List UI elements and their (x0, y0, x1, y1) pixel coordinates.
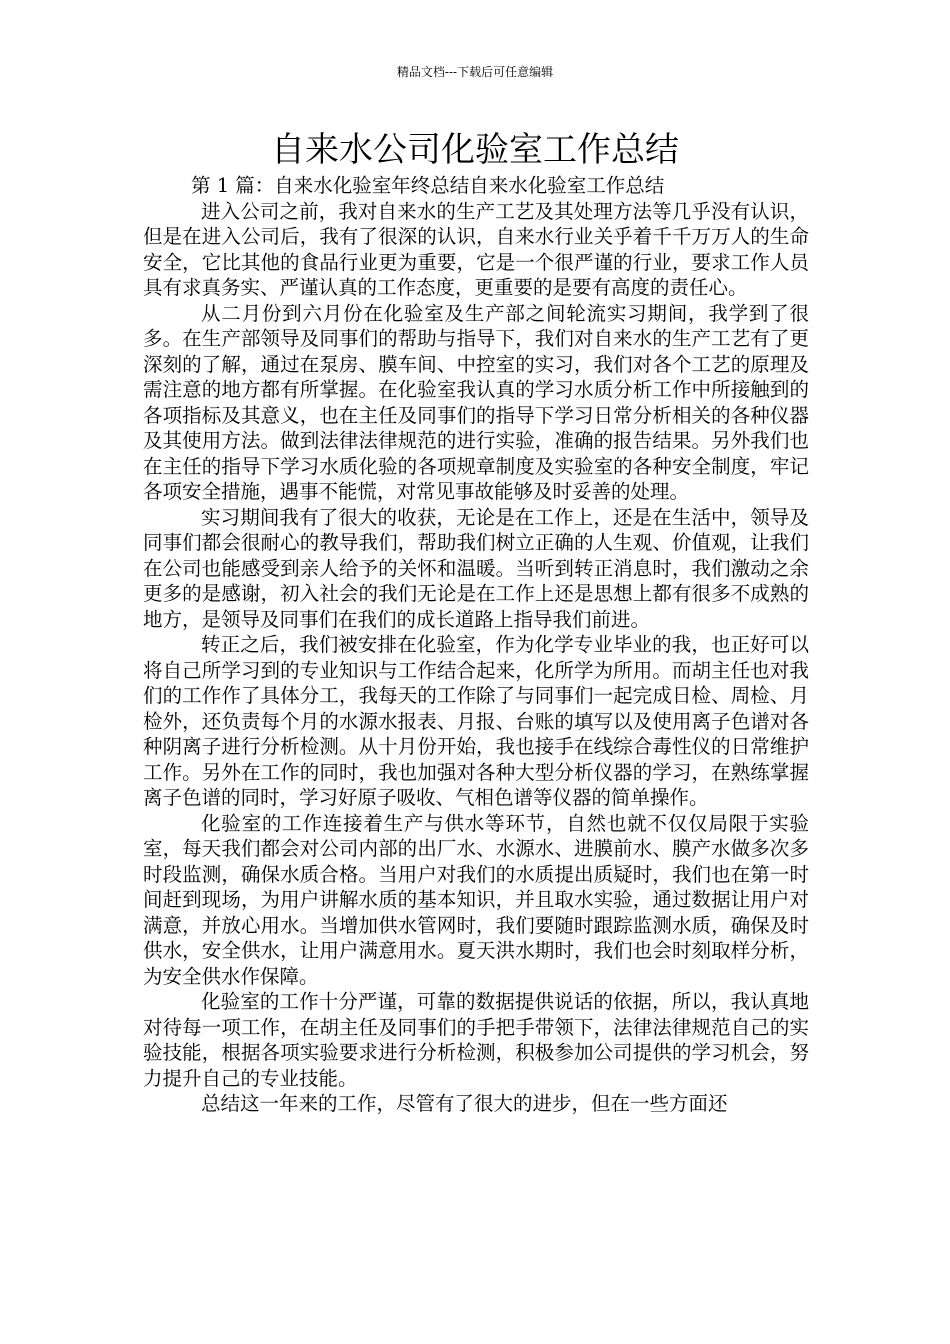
page-header: 精品文档---下载后可任意编辑 (396, 65, 554, 79)
body-paragraph: 从二月份到六月份在化验室及生产部之间轮流实习期间，我学到了很多。在生产部领导及同事们的帮助与指导下，我们对自来水的生产工艺有了更深刻的了解，通过在泵房、膜车间、中控室的实习，我们对各个工艺的原理及需注意的地方都有所掌握。在化验室我认真的学习水质分析工作中所接触到的各项指标及其意义，也在主任及同事们的指导下学习日常分析相关的各种仪器及其使用方法。做到法律法律规范的进行实验，准确的报告结果。另外我们也在主任的指导下学习水质化验的各项规章制度及实验室的各种安全制度，牢记各项安全措施，遇事不能慌，对常见事故能够及时妥善的处理。 (143, 301, 809, 503)
document-body (143, 173, 809, 1117)
body-paragraph: 化验室的工作连接着生产与供水等环节，自然也就不仅仅局限于实验室，每天我们都会对公司内部的出厂水、水源水、进膜前水、膜产水做多次多时段监测，确保水质合格。当用户对我们的水质提出质疑时，我们也在第一时间赶到现场，为用户讲解水质的基本知识，并且取水实验，通过数据让用户对满意，并放心用水。当增加供水管网时，我们要随时跟踪监测水质，确保及时供水，安全供水，让用户满意用水。夏天洪水期时，我们也会时刻取样分析，为安全供水作保障。 (143, 811, 809, 988)
body-paragraph: 化验室的工作十分严谨，可靠的数据提供说话的依据，所以，我认真地对待每一项工作，在胡主任及同事们的手把手带领下，法律法律规范自己的实验技能，根据各项实验要求进行分析检测，积极参加公司提供的学习机会，努力提升自己的专业技能。 (143, 990, 809, 1090)
document-subtitle: 第 1 篇：自来水化验室年终总结自来水化验室工作总结 (191, 174, 665, 197)
body-paragraph: 总结这一年来的工作，尽管有了很大的进步，但在一些方面还 (201, 1092, 728, 1115)
body-paragraph: 进入公司之前，我对自来水的生产工艺及其处理方法等几乎没有认识，但是在进入公司后，我有了很深的认识，自来水行业关乎着千千万万人的生命安全，它比其他的食品行业更为重要，它是一个很严谨的行业，要求工作人员具有求真务实、严谨认真的工作态度，更重要的是要有高度的责任心。 (143, 199, 809, 299)
document-title: 自来水公司化验室工作总结 (271, 130, 679, 170)
body-paragraph: 转正之后，我们被安排在化验室，作为化学专业毕业的我，也正好可以将自己所学习到的专业知识与工作结合起来，化所学为所用。而胡主任也对我们的工作作了具体分工，我每天的工作除了与同事们一起完成日检、周检、月检外，还负责每个月的水源水报表、月报、台账的填写以及使用离子色谱对各种阴离子进行分析检测。从十月份开始，我也接手在线综合毒性仪的日常维护工作。另外在工作的同时，我也加强对各种大型分析仪器的学习，在熟练掌握离子色谱的同时，学习好原子吸收、气相色谱等仪器的简单操作。 (143, 633, 809, 809)
body-paragraph: 实习期间我有了很大的收获，无论是在工作上，还是在生活中，领导及同事们都会很耐心的教导我们，帮助我们树立正确的人生观、价值观，让我们在公司也能感受到亲人给予的关怀和温暖。当听到转正消息时，我们激动之余更多的是感谢，初入社会的我们无论是在工作上还是思想上都有很多不成熟的地方，是领导及同事们在我们的成长道路上指导我们前进。 (143, 505, 809, 631)
